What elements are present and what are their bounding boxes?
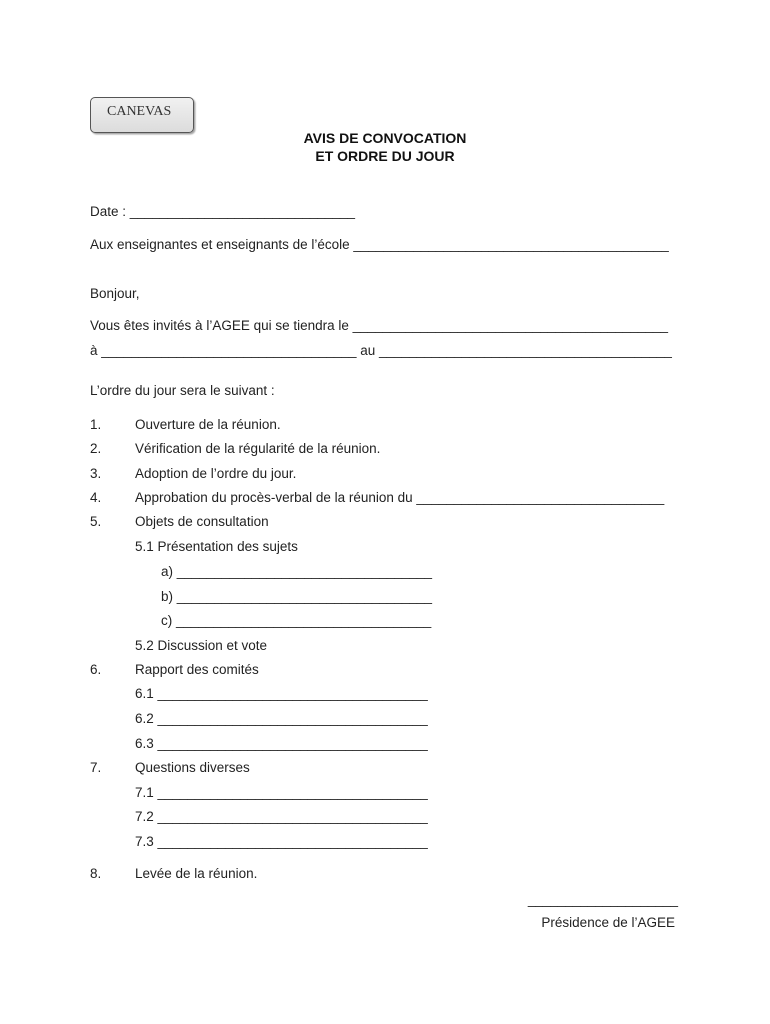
agenda-subsubitem: c) __________________________________: [161, 613, 432, 628]
canevas-badge: CANEVAS: [90, 97, 194, 133]
recipients-line: Aux enseignantes et enseignants de l’école __________________________________________: [90, 237, 669, 252]
agenda-subitem: 6.3 ____________________________________: [135, 736, 428, 751]
agenda-number: 8.: [90, 866, 102, 881]
agenda-item: Adoption de l’ordre du jour.: [135, 466, 297, 481]
agenda-number: 6.: [90, 662, 102, 677]
title-line-1: AVIS DE CONVOCATION: [303, 130, 467, 146]
agenda-subsubitem: b) __________________________________: [161, 589, 433, 604]
agenda-item: Rapport des comités: [135, 662, 259, 677]
agenda-subitem: 5.1 Présentation des sujets: [135, 539, 298, 554]
date-line: Date : ______________________________: [90, 204, 356, 219]
agenda-item: Vérification de la régularité de la réunion.: [135, 441, 381, 456]
signature-line: ____________________: [527, 892, 678, 907]
place-line: à __________________________________ au _______________________________________: [90, 343, 672, 358]
agenda-subitem: 5.2 Discussion et vote: [135, 638, 268, 653]
agenda-number: 4.: [90, 490, 102, 505]
agenda-item: Levée de la réunion.: [135, 866, 258, 881]
agenda-subitem: 7.3 ____________________________________: [135, 834, 428, 849]
agenda-subitem: 7.2 ____________________________________: [135, 809, 428, 824]
agenda-subsubitem: a) __________________________________: [161, 564, 433, 579]
agenda-item: Ouverture de la réunion.: [135, 417, 281, 432]
agenda-number: 7.: [90, 760, 102, 775]
agenda-number: 5.: [90, 514, 102, 529]
agenda-subitem: 7.1 ____________________________________: [135, 785, 428, 800]
agenda-number: 3.: [90, 466, 102, 481]
agenda-item: Objets de consultation: [135, 514, 269, 529]
agenda-subitem: 6.2 ____________________________________: [135, 711, 428, 726]
agenda-item: Approbation du procès-verbal de la réunion du _________________________________: [135, 490, 665, 505]
title-line-2: ET ORDRE DU JOUR: [315, 148, 455, 164]
agenda-number: 1.: [90, 417, 102, 432]
agenda-number: 2.: [90, 441, 102, 456]
signature-label: Présidence de l’AGEE: [541, 915, 675, 930]
agenda-item: Questions diverses: [135, 760, 250, 775]
greeting: Bonjour,: [90, 286, 140, 301]
agenda-intro: L’ordre du jour sera le suivant :: [90, 383, 275, 398]
invite-line: Vous êtes invités à l’AGEE qui se tiendra le __________________________________________: [90, 318, 668, 333]
agenda-subitem: 6.1 ____________________________________: [135, 686, 428, 701]
